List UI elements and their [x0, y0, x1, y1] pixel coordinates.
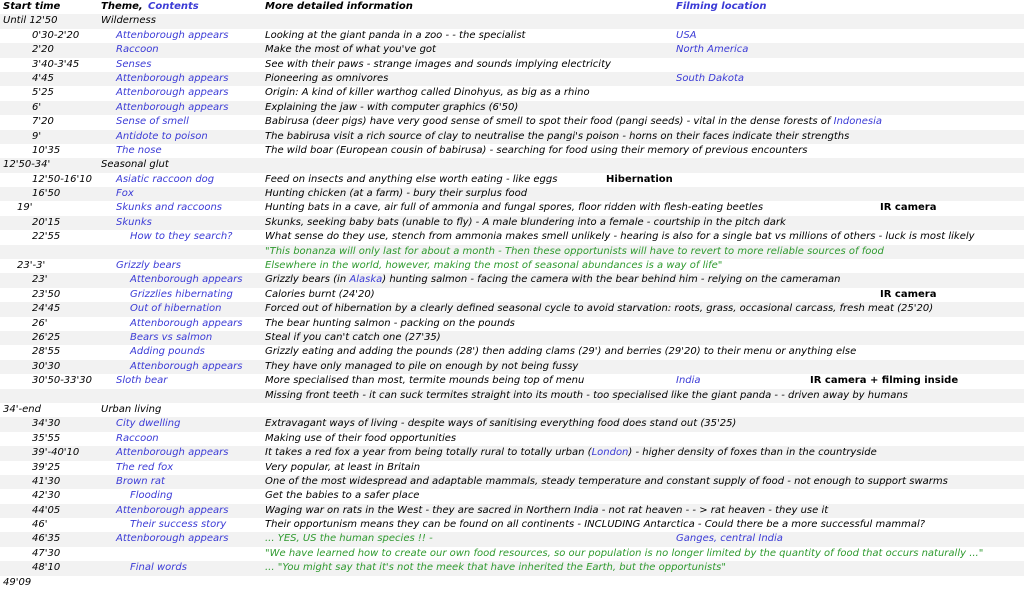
- location-inline: Alaska: [349, 274, 383, 286]
- time-cell: 47'30: [32, 547, 61, 559]
- time-cell: 46': [32, 519, 48, 531]
- time-cell: 34'30: [32, 418, 61, 430]
- info-cell: Looking at the giant panda in a zoo - - the specialist: [265, 29, 526, 41]
- info-cell: [265, 446, 877, 460]
- theme-cell: Out of hibernation: [130, 303, 222, 315]
- table-row: [0, 288, 1024, 302]
- time-cell: 35'55: [32, 432, 61, 444]
- section-time: Until 12'50: [3, 15, 58, 27]
- info-cell: Get the babies to a safer place: [265, 490, 420, 502]
- location-inline: London: [591, 447, 629, 459]
- theme-cell: Skunks: [116, 216, 152, 228]
- time-cell: 46'35: [32, 533, 61, 545]
- time-cell: 44'05: [32, 504, 61, 516]
- theme-cell: Attenborough appears: [116, 533, 229, 545]
- info-text: ) hunting salmon - facing the camera with the bear behind him - relying on the cameraman: [382, 274, 841, 286]
- info-cell: Their opportunism means they can be found on all continents - INCLUDING Antarctica - Could there be a more successful mammal?: [265, 519, 926, 531]
- section-time: 12'50-34': [3, 159, 51, 171]
- section-theme: Wilderness: [101, 15, 156, 27]
- time-cell: 16'50: [32, 188, 61, 200]
- theme-cell: Asiatic raccoon dog: [116, 173, 215, 185]
- table-row: [0, 201, 1024, 215]
- info-cell: The babirusa visit a rich source of clay to neutralise the pangi's poison - horns on their faces indicate their strengths: [265, 130, 850, 142]
- info-cell: Explaining the jaw - with computer graphics (6'50): [265, 101, 519, 113]
- time-cell: 2'20: [32, 44, 54, 56]
- theme-cell: Brown rat: [116, 475, 165, 487]
- info-cell: Origin: A kind of killer warthog called Dinohyus, as big as a rhino: [265, 87, 590, 99]
- time-cell: 26'25: [32, 331, 61, 343]
- location-inline: Indonesia: [833, 116, 882, 128]
- table-row: [0, 187, 1024, 201]
- info-text: Babirusa (deer pigs) have very good sense of smell to spot their food (pangi seeds) - vital in the dense forests of: [265, 116, 831, 128]
- table-row: [0, 489, 1024, 503]
- quote-cell: Elsewhere in the world, however, making the most of seasonal abundances is a way of life": [265, 260, 723, 272]
- time-cell: 0'30-2'20: [32, 29, 80, 41]
- table-row: [0, 475, 1024, 489]
- info-cell: They have only managed to pile on enough by not being fussy: [265, 360, 579, 372]
- table-row: [0, 532, 1024, 546]
- table-row: [0, 504, 1024, 518]
- table-row: [0, 561, 1024, 575]
- info-cell: Skunks, seeking baby bats (unable to fly) - A male blundering into a female - courtship in the pitch dark: [265, 216, 786, 228]
- info-cell: What sense do they use, stench from ammonia makes smell unlikely - hearing is also for a single bat vs millions of others - luck is most likely: [265, 231, 975, 243]
- table-row: [0, 417, 1024, 431]
- note-cell: IR camera: [880, 288, 937, 300]
- info-cell: The bear hunting salmon - packing on the pounds: [265, 317, 515, 329]
- table-row: [0, 461, 1024, 475]
- info-text: ) - higher density of foxes than in the countryside: [628, 447, 877, 459]
- info-cell: Steal if you can't catch one (27'35): [265, 331, 441, 343]
- theme-cell: Senses: [116, 58, 152, 70]
- quote-cell: ... "You might say that it's not the meek that have inherited the Earth, but the opportunists": [265, 562, 726, 574]
- table-header: [0, 0, 1024, 14]
- info-cell: See with their paws - strange images and sounds implying electricity: [265, 58, 611, 70]
- table-row: [0, 144, 1024, 158]
- info-text: Grizzly bears (in: [265, 274, 347, 286]
- header-info: More detailed information: [265, 1, 413, 12]
- theme-cell: Sense of smell: [116, 116, 189, 128]
- info-cell: Very popular, at least in Britain: [265, 461, 421, 473]
- theme-cell: Attenborough appears: [116, 87, 229, 99]
- info-cell: [265, 115, 882, 129]
- table-row: [0, 273, 1024, 287]
- section-time: 34'-end: [3, 403, 41, 415]
- theme-cell: Fox: [116, 188, 134, 200]
- theme-cell: Raccoon: [116, 44, 159, 56]
- time-cell: 12'50-16'10: [32, 173, 93, 185]
- section-theme: Urban living: [101, 403, 162, 415]
- theme-cell: Bears vs salmon: [130, 331, 213, 343]
- table-row: [0, 302, 1024, 316]
- table-row: [0, 130, 1024, 144]
- section-row: [0, 14, 1024, 28]
- info-cell: Making use of their food opportunities: [265, 432, 457, 444]
- theme-cell: Attenborough appears: [116, 101, 229, 113]
- time-cell: 5'25: [32, 87, 54, 99]
- header-contents: Contents: [148, 1, 199, 12]
- info-cell: One of the most widespread and adaptable mammals, steady temperature and constant supply of food - not enough to support swarms: [265, 475, 948, 487]
- info-cell: Grizzly eating and adding the pounds (28') then adding clams (29') and berries (29'20) to their menu or anything else: [265, 346, 857, 358]
- info-cell: Forced out of hibernation by a clearly defined seasonal cycle to avoid starvation: roots, grass, occasional carcass, fresh meat (25'20): [265, 303, 934, 315]
- theme-cell: Attenborough appears: [116, 72, 229, 84]
- info-cell: Waging war on rats in the West - they are sacred in Northern India - not rat heaven - - > rat heaven - they use it: [265, 504, 829, 516]
- table-row: [0, 360, 1024, 374]
- info-cell: Feed on insects and anything else worth eating - like eggs: [265, 173, 558, 185]
- table-row: [0, 72, 1024, 86]
- table-row: [0, 245, 1024, 259]
- theme-cell: The nose: [116, 144, 162, 156]
- time-cell: 30'30: [32, 360, 61, 372]
- table-row: [0, 374, 1024, 388]
- time-cell: 39'25: [32, 461, 61, 473]
- time-cell: 6': [32, 101, 42, 113]
- end-time: 49'09: [3, 576, 32, 588]
- location-cell: Ganges, central India: [676, 533, 783, 545]
- time-cell: 48'10: [32, 562, 61, 574]
- theme-cell: Attenborough appears: [130, 360, 243, 372]
- header-location: Filming location: [676, 1, 767, 12]
- time-cell: 9': [32, 130, 42, 142]
- theme-cell: Grizzlies hibernating: [130, 288, 233, 300]
- location-cell: North America: [676, 44, 749, 56]
- location-cell: South Dakota: [676, 72, 745, 84]
- time-cell: 23'-3': [17, 260, 46, 272]
- time-cell: 30'50-33'30: [32, 375, 93, 387]
- theme-cell: Sloth bear: [116, 375, 168, 387]
- section-theme: Seasonal glut: [101, 159, 169, 171]
- info-text: It takes a red fox a year from being totally rural to totally urban (: [265, 447, 592, 459]
- note-cell: Hibernation: [606, 173, 673, 185]
- theme-cell: Their success story: [130, 519, 227, 531]
- table-row: [0, 43, 1024, 57]
- time-cell: 28'55: [32, 346, 61, 358]
- time-cell: 7'20: [32, 116, 54, 128]
- time-cell: 39'-40'10: [32, 447, 80, 459]
- info-cell: Calories burnt (24'20): [265, 288, 375, 300]
- location-cell: USA: [676, 29, 697, 41]
- theme-cell: City dwelling: [116, 418, 181, 430]
- header-start-time: Start time: [3, 1, 61, 12]
- table-row: [0, 389, 1024, 403]
- theme-cell: The red fox: [116, 461, 174, 473]
- info-cell: Hunting bats in a cave, air full of ammonia and fungal spores, floor ridden with flesh-eating beetles: [265, 202, 764, 214]
- theme-cell: Flooding: [130, 490, 173, 502]
- time-cell: 24'45: [32, 303, 61, 315]
- info-cell: Make the most of what you've got: [265, 44, 436, 56]
- table-row: [0, 331, 1024, 345]
- quote-cell: ... YES, US the human species !! -: [265, 533, 433, 545]
- quote-cell: "This bonanza will only last for about a month - Then these opportunists will have to revert to more reliable sources of food: [265, 245, 884, 257]
- time-cell: 3'40-3'45: [32, 58, 80, 70]
- table-row: [0, 86, 1024, 100]
- note-cell: IR camera: [880, 202, 937, 214]
- table-row: [0, 259, 1024, 273]
- info-cell: Missing front teeth - it can suck termites straight into its mouth - too specialised like the giant panda - - driven away by humans: [265, 389, 908, 401]
- info-cell: Extravagant ways of living - despite ways of sanitising everything food does stand out (35'25): [265, 418, 737, 430]
- theme-cell: Grizzly bears: [116, 260, 181, 272]
- table-row: [0, 29, 1024, 43]
- header-theme: Theme,: [101, 1, 143, 12]
- time-cell: 23'50: [32, 288, 61, 300]
- theme-cell: Attenborough appears: [130, 274, 243, 286]
- quote-cell: "We have learned how to create our own food resources, so our population is no longer limited by the quantity of food that occurs naturally ...": [265, 547, 984, 559]
- location-cell: India: [676, 375, 701, 387]
- info-cell: Pioneering as omnivores: [265, 72, 389, 84]
- table-row: [0, 432, 1024, 446]
- theme-cell: Antidote to poison: [116, 130, 208, 142]
- theme-cell: Attenborough appears: [116, 447, 229, 459]
- theme-cell: Skunks and raccoons: [116, 202, 223, 214]
- end-row: [0, 576, 1024, 590]
- section-row: [0, 403, 1024, 417]
- table-row: [0, 115, 1024, 129]
- section-row: [0, 158, 1024, 172]
- info-cell: The wild boar (European cousin of babirusa) - searching for food using their memory of previous encounters: [265, 144, 808, 156]
- theme-cell: Final words: [130, 562, 187, 574]
- time-cell: 10'35: [32, 144, 61, 156]
- info-cell: [265, 273, 841, 287]
- info-cell: More specialised than most, termite mounds being top of menu: [265, 375, 585, 387]
- theme-cell: Attenborough appears: [130, 317, 243, 329]
- table-row: [0, 446, 1024, 460]
- time-cell: 19': [17, 202, 33, 214]
- note-cell: IR camera + filming inside: [810, 375, 959, 387]
- table-row: [0, 547, 1024, 561]
- table-row: [0, 230, 1024, 244]
- table-row: [0, 101, 1024, 115]
- table-row: [0, 58, 1024, 72]
- time-cell: 23': [32, 274, 48, 286]
- time-cell: 20'15: [32, 216, 61, 228]
- table-row: [0, 317, 1024, 331]
- theme-cell: Attenborough appears: [116, 504, 229, 516]
- table-row: [0, 216, 1024, 230]
- table-row: [0, 345, 1024, 359]
- table-row: [0, 518, 1024, 532]
- time-cell: 41'30: [32, 475, 61, 487]
- time-cell: 4'45: [32, 72, 54, 84]
- theme-cell: Raccoon: [116, 432, 159, 444]
- time-cell: 22'55: [32, 231, 61, 243]
- time-cell: 26': [32, 317, 48, 329]
- time-cell: 42'30: [32, 490, 61, 502]
- info-cell: Hunting chicken (at a farm) - bury their surplus food: [265, 188, 528, 200]
- theme-cell: Adding pounds: [130, 346, 205, 358]
- table-row: [0, 173, 1024, 187]
- theme-cell: How to they search?: [130, 231, 233, 243]
- theme-cell: Attenborough appears: [116, 29, 229, 41]
